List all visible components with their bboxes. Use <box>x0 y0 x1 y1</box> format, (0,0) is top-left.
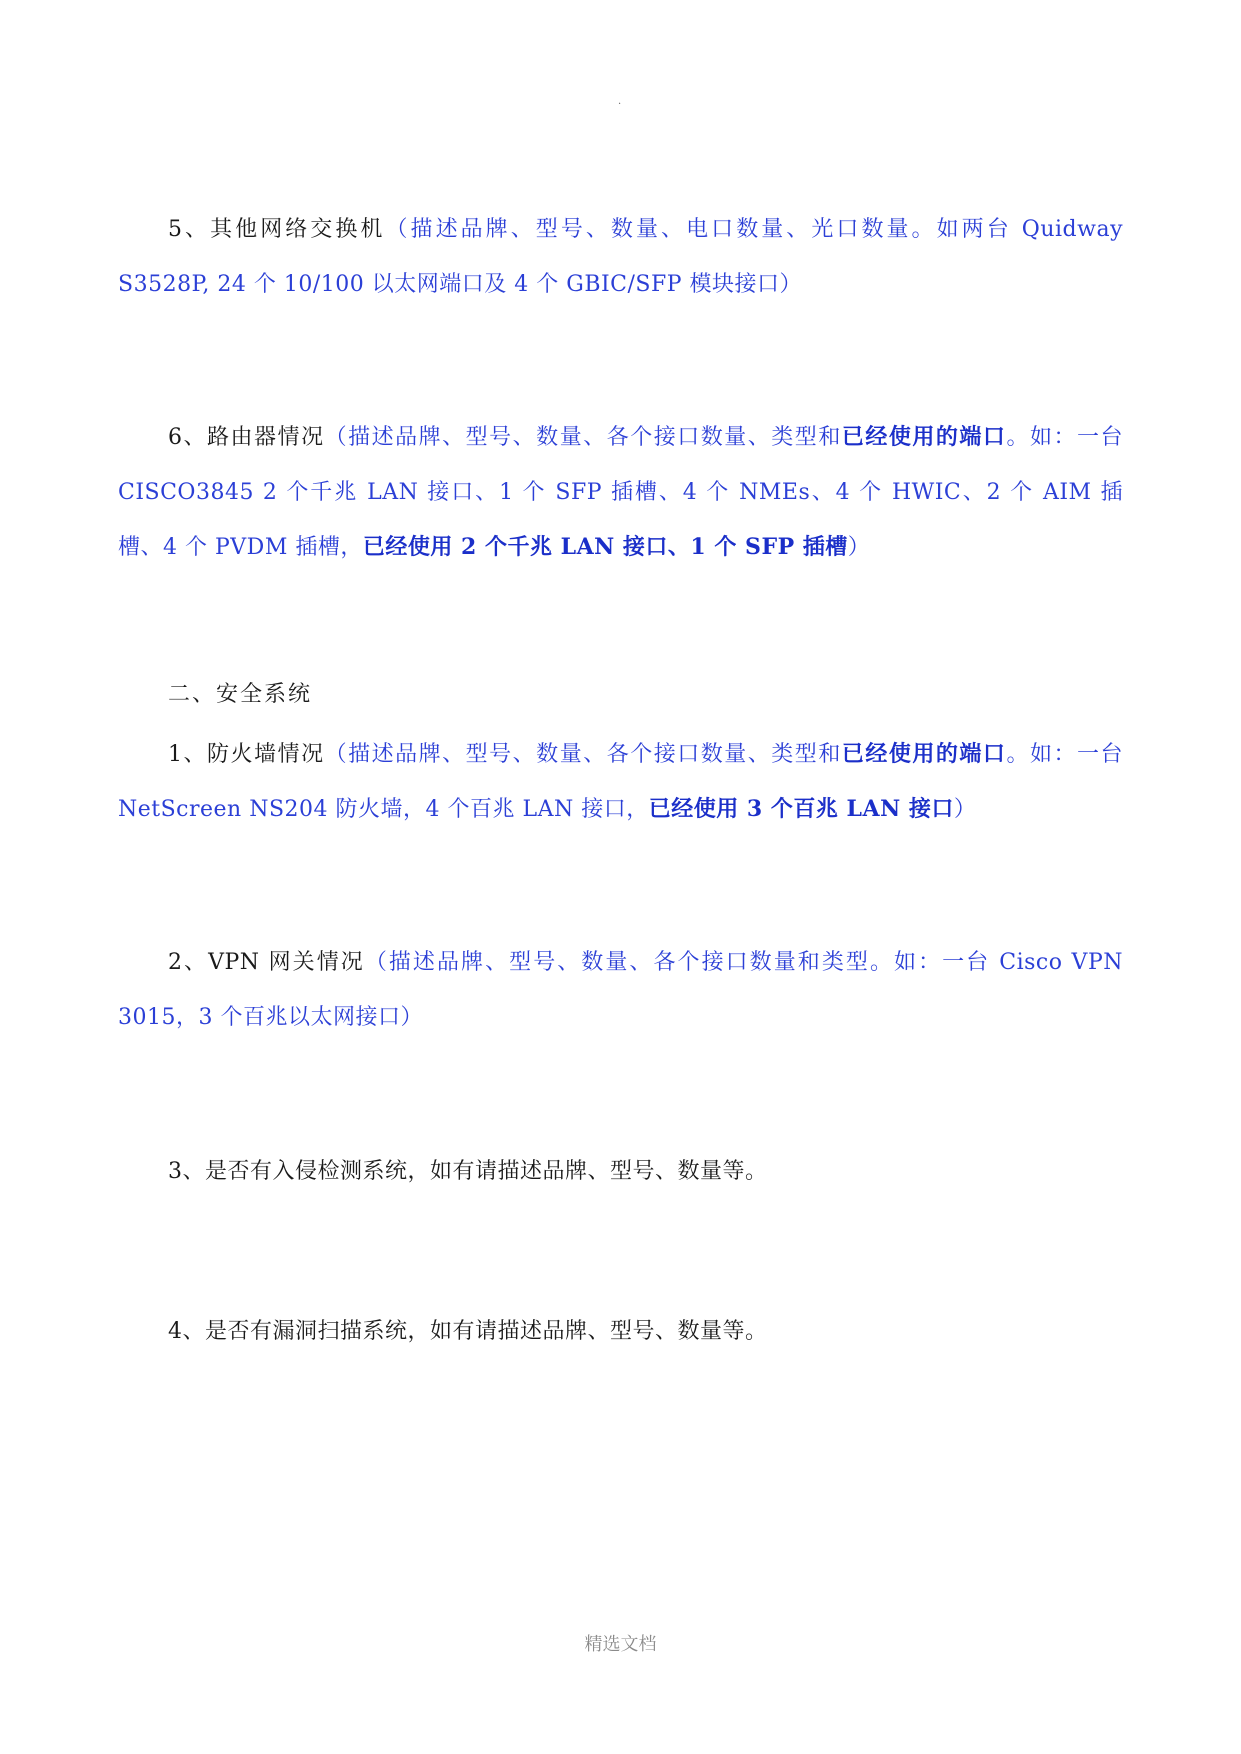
item-5-paragraph <box>118 202 1123 312</box>
vpn-label: 2、VPN 网关情况 <box>168 950 365 975</box>
section-2-item-3-paragraph: 3、是否有入侵检测系统，如有请描述品牌、型号、数量等。 <box>168 1159 768 1184</box>
section-2-item-4-paragraph: 4、是否有漏洞扫描系统，如有请描述品牌、型号、数量等。 <box>168 1319 768 1344</box>
header-mark: . <box>618 96 622 107</box>
firewall-label: 1、防火墙情况 <box>168 742 325 767</box>
item-6-note-bold: 已经使用的端口 <box>841 424 1007 450</box>
page-footer: 精选文档 <box>584 1634 657 1655</box>
vpn-note: （描述品牌、型号、数量、各个接口数量和类型。如：一台 Cisco VPN 3015，3 个百兆以太网接口） <box>118 950 1123 1030</box>
item-5-note: （描述品牌、型号、数量、电口数量、光口数量。如两台 Quidway S3528P, 24 个 10/100 以太网端口及 4 个 GBIC/SFP 模块接口） <box>118 217 1123 297</box>
firewall-note-b: 。如：一台 NetScreen NS204 防火墙，4 个百兆 LAN 接口， <box>118 742 1123 822</box>
item-6-paragraph <box>118 410 1123 575</box>
section-2-item-1-paragraph <box>118 727 1123 837</box>
section-2-heading: 二、安全系统 <box>168 682 313 707</box>
section-2-item-2-paragraph <box>118 935 1123 1045</box>
item-6-note-bold2: 已经使用 2 个千兆 LAN 接口、1 个 SFP 插槽 <box>362 534 848 560</box>
firewall-note-c: ） <box>953 797 977 822</box>
firewall-note-bold: 已经使用的端口 <box>841 741 1007 767</box>
firewall-note-a: （描述品牌、型号、数量、各个接口数量、类型和 <box>324 742 842 767</box>
item-5-label: 5、其他网络交换机 <box>168 217 386 242</box>
firewall-note-bold2: 已经使用 3 个百兆 LAN 接口 <box>648 796 954 822</box>
item-6-note-c: ） <box>847 535 871 560</box>
item-6-note-a: （描述品牌、型号、数量、各个接口数量、类型和 <box>324 425 842 450</box>
item-6-note-b: 。如：一台 CISCO3845 2 个千兆 LAN 接口、1 个 SFP 插槽、4 个 NMEs、4 个 HWIC、2 个 AIM 插槽、4 个 PVDM 插槽， <box>118 425 1123 560</box>
item-6-label: 6、路由器情况 <box>168 425 325 450</box>
